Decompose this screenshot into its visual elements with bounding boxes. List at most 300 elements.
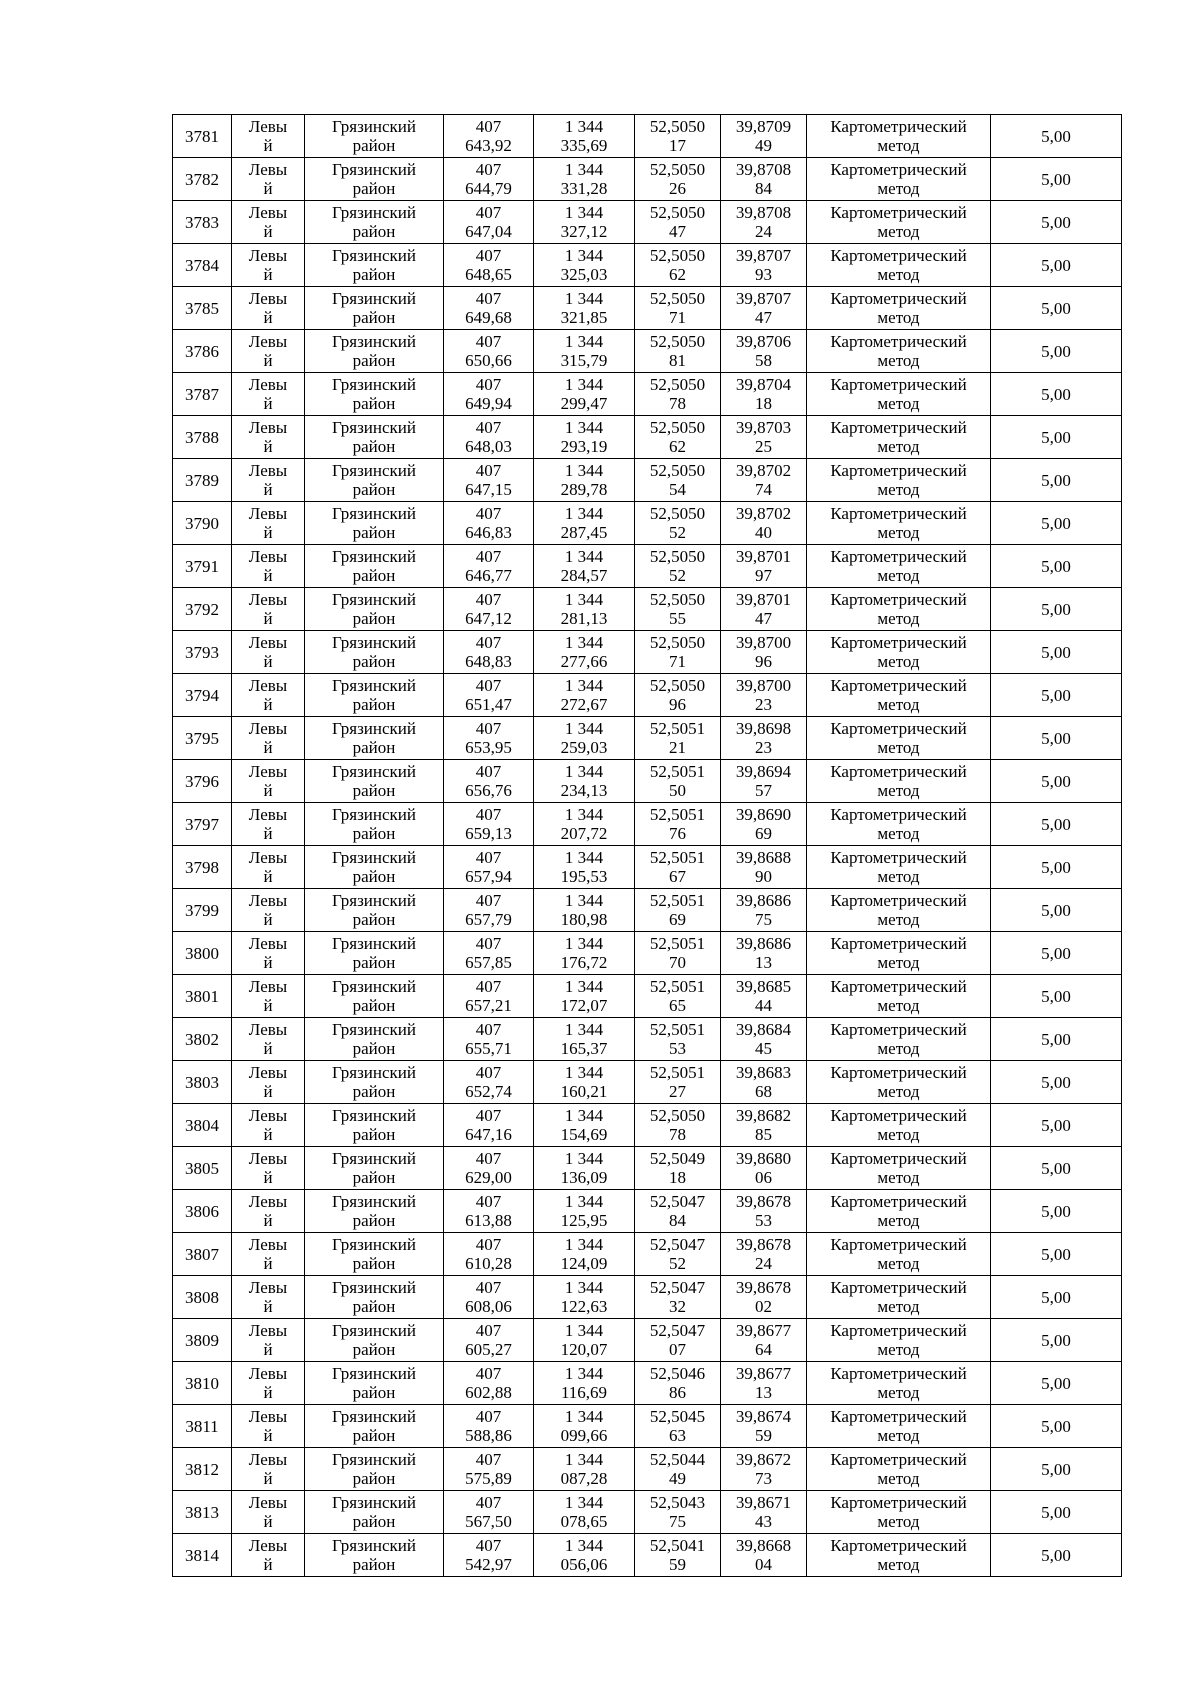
latitude-cell-line: 21 [669,738,686,757]
latitude-cell-line: 52,5050 [649,203,706,222]
longitude-cell-line: 39,8672 [735,1450,792,1469]
y-coordinate-cell-line: 293,19 [560,437,608,456]
latitude-cell-line: 52,5050 [649,375,706,394]
method-cell-line: метод [877,1254,920,1273]
latitude-cell [635,244,721,287]
method-cell [807,158,991,201]
district-cell [305,1405,444,1448]
latitude-cell-line: 59 [669,1555,686,1574]
x-coordinate-cell-line: 407 [475,1020,502,1039]
method-cell [807,932,991,975]
y-coordinate-cell [534,1491,635,1534]
district-cell-line: Грязинский [332,461,416,480]
district-cell-line: Грязинский [332,1493,416,1512]
x-coordinate-cell [444,1448,534,1491]
longitude-cell-line: 39,8700 [735,676,792,695]
latitude-cell [635,1362,721,1405]
district-cell-line: Грязинский [332,246,416,265]
table-row [173,201,1122,244]
y-coordinate-cell-line: 207,72 [560,824,608,843]
latitude-cell [635,287,721,330]
y-coordinate-cell [534,373,635,416]
longitude-cell-line: 25 [755,437,772,456]
bank-side-cell [232,1405,305,1448]
bank-side-cell-line: Левы [248,633,288,652]
latitude-cell-line: 54 [669,480,686,499]
district-cell [305,1147,444,1190]
x-coordinate-cell-line: 657,21 [465,996,512,1015]
x-coordinate-cell-line: 651,47 [465,695,512,714]
latitude-cell [635,158,721,201]
point-number-cell: 3813 [173,1491,232,1534]
latitude-cell-line: 52,5050 [649,246,706,265]
longitude-cell-line: 39,8686 [735,891,792,910]
y-coordinate-cell [534,502,635,545]
latitude-cell-line: 18 [669,1168,686,1187]
y-coordinate-cell-line: 176,72 [560,953,608,972]
longitude-cell [721,459,807,502]
point-number-cell: 3801 [173,975,232,1018]
method-cell-line: метод [877,1297,920,1316]
district-cell-line: район [352,1211,396,1230]
bank-side-cell-line: Левы [248,117,288,136]
method-cell-line: Картометрический [830,332,967,351]
x-coordinate-cell [444,330,534,373]
point-number-cell: 3807 [173,1233,232,1276]
method-cell-line: Картометрический [830,1536,967,1555]
accuracy-cell: 5,00 [991,1233,1122,1276]
method-cell [807,330,991,373]
table-row [173,1491,1122,1534]
bank-side-cell-line: Левы [248,719,288,738]
bank-side-cell [232,1276,305,1319]
point-number-cell: 3782 [173,158,232,201]
latitude-cell-line: 52,5050 [649,590,706,609]
accuracy-cell: 5,00 [991,115,1122,158]
longitude-cell [721,158,807,201]
x-coordinate-cell-line: 407 [475,1364,502,1383]
latitude-cell [635,1018,721,1061]
bank-side-cell-line: Левы [248,1493,288,1512]
table-row [173,1534,1122,1577]
x-coordinate-cell-line: 657,79 [465,910,512,929]
longitude-cell [721,502,807,545]
y-coordinate-cell-line: 1 344 [564,1364,604,1383]
accuracy-cell: 5,00 [991,717,1122,760]
table-row [173,416,1122,459]
x-coordinate-cell-line: 656,76 [465,781,512,800]
y-coordinate-cell-line: 1 344 [564,1020,604,1039]
bank-side-cell [232,932,305,975]
method-cell-line: Картометрический [830,289,967,308]
y-coordinate-cell [534,201,635,244]
table-row [173,1190,1122,1233]
table-row [173,1276,1122,1319]
y-coordinate-cell-line: 277,66 [560,652,608,671]
latitude-cell-line: 78 [669,1125,686,1144]
x-coordinate-cell [444,1276,534,1319]
district-cell [305,631,444,674]
y-coordinate-cell-line: 116,69 [560,1383,608,1402]
x-coordinate-cell [444,1405,534,1448]
table-row [173,846,1122,889]
district-cell [305,889,444,932]
district-cell-line: Грязинский [332,805,416,824]
district-cell [305,717,444,760]
method-cell-line: метод [877,523,920,542]
district-cell-line: Грязинский [332,1235,416,1254]
x-coordinate-cell-line: 647,04 [465,222,512,241]
longitude-cell [721,1276,807,1319]
x-coordinate-cell [444,287,534,330]
longitude-cell-line: 39,8704 [735,375,792,394]
method-cell [807,631,991,674]
latitude-cell-line: 52,5047 [649,1321,706,1340]
point-number-cell: 3812 [173,1448,232,1491]
y-coordinate-cell [534,158,635,201]
method-cell-line: Картометрический [830,547,967,566]
y-coordinate-cell-line: 087,28 [560,1469,608,1488]
x-coordinate-cell-line: 407 [475,1450,502,1469]
district-cell-line: район [352,695,396,714]
x-coordinate-cell-line: 407 [475,891,502,910]
method-cell-line: метод [877,437,920,456]
longitude-cell-line: 96 [755,652,772,671]
x-coordinate-cell-line: 608,06 [465,1297,512,1316]
y-coordinate-cell-line: 160,21 [560,1082,608,1101]
longitude-cell [721,1319,807,1362]
accuracy-cell: 5,00 [991,416,1122,459]
x-coordinate-cell-line: 407 [475,676,502,695]
latitude-cell-line: 52,5050 [649,633,706,652]
method-cell-line: Картометрический [830,246,967,265]
bank-side-cell [232,1491,305,1534]
latitude-cell-line: 86 [669,1383,686,1402]
district-cell [305,244,444,287]
point-number-cell: 3783 [173,201,232,244]
district-cell-line: Грязинский [332,719,416,738]
district-cell-line: район [352,867,396,886]
method-cell-line: Картометрический [830,1063,967,1082]
point-number-cell: 3808 [173,1276,232,1319]
bank-side-cell-line: Левы [248,1407,288,1426]
x-coordinate-cell-line: 407 [475,805,502,824]
table-row [173,760,1122,803]
method-cell [807,1147,991,1190]
point-number-cell: 3798 [173,846,232,889]
district-cell-line: Грязинский [332,1063,416,1082]
y-coordinate-cell [534,1147,635,1190]
latitude-cell-line: 62 [669,437,686,456]
district-cell-line: район [352,1254,396,1273]
district-cell [305,803,444,846]
x-coordinate-cell-line: 407 [475,160,502,179]
accuracy-cell: 5,00 [991,760,1122,803]
x-coordinate-cell-line: 657,85 [465,953,512,972]
x-coordinate-cell-line: 407 [475,332,502,351]
y-coordinate-cell-line: 1 344 [564,1235,604,1254]
y-coordinate-cell [534,330,635,373]
x-coordinate-cell [444,975,534,1018]
bank-side-cell-line: й [263,1469,273,1488]
longitude-cell-line: 39,8680 [735,1149,792,1168]
method-cell-line: Картометрический [830,719,967,738]
method-cell-line: метод [877,695,920,714]
accuracy-cell: 5,00 [991,1491,1122,1534]
district-cell-line: район [352,781,396,800]
longitude-cell [721,201,807,244]
point-number-cell: 3810 [173,1362,232,1405]
point-number-cell: 3805 [173,1147,232,1190]
longitude-cell-line: 85 [755,1125,772,1144]
table-row [173,330,1122,373]
district-cell-line: район [352,1168,396,1187]
latitude-cell-line: 52,5051 [649,977,706,996]
longitude-cell-line: 39,8688 [735,848,792,867]
accuracy-cell: 5,00 [991,1362,1122,1405]
method-cell [807,717,991,760]
x-coordinate-cell-line: 652,74 [465,1082,512,1101]
table-row [173,1147,1122,1190]
district-cell-line: Грязинский [332,1106,416,1125]
bank-side-cell-line: й [263,1555,273,1574]
method-cell [807,803,991,846]
method-cell-line: Картометрический [830,1106,967,1125]
district-cell-line: район [352,394,396,413]
x-coordinate-cell-line: 605,27 [465,1340,512,1359]
bank-side-cell-line: й [263,1211,273,1230]
method-cell [807,287,991,330]
latitude-cell-line: 52,5046 [649,1364,706,1383]
district-cell-line: Грязинский [332,1536,416,1555]
y-coordinate-cell-line: 1 344 [564,1278,604,1297]
longitude-cell-line: 69 [755,824,772,843]
accuracy-cell: 5,00 [991,975,1122,1018]
y-coordinate-cell-line: 1 344 [564,1536,604,1555]
y-coordinate-cell-line: 1 344 [564,246,604,265]
district-cell-line: район [352,1082,396,1101]
x-coordinate-cell-line: 407 [475,1192,502,1211]
latitude-cell [635,1276,721,1319]
district-cell-line: район [352,609,396,628]
latitude-cell-line: 07 [669,1340,686,1359]
longitude-cell-line: 18 [755,394,772,413]
method-cell-line: метод [877,480,920,499]
longitude-cell-line: 39,8707 [735,289,792,308]
x-coordinate-cell-line: 657,94 [465,867,512,886]
method-cell-line: метод [877,1469,920,1488]
latitude-cell-line: 27 [669,1082,686,1101]
point-number-cell: 3790 [173,502,232,545]
district-cell-line: район [352,652,396,671]
point-number-cell: 3786 [173,330,232,373]
longitude-cell [721,717,807,760]
method-cell-line: метод [877,1426,920,1445]
method-cell-line: Картометрический [830,590,967,609]
longitude-cell-line: 74 [755,480,772,499]
latitude-cell [635,760,721,803]
longitude-cell [721,115,807,158]
latitude-cell [635,1448,721,1491]
latitude-cell-line: 52 [669,523,686,542]
y-coordinate-cell-line: 154,69 [560,1125,608,1144]
accuracy-cell: 5,00 [991,545,1122,588]
bank-side-cell-line: Левы [248,848,288,867]
longitude-cell-line: 39,8684 [735,1020,792,1039]
district-cell-line: Грязинский [332,633,416,652]
x-coordinate-cell [444,459,534,502]
method-cell-line: метод [877,953,920,972]
bank-side-cell-line: Левы [248,762,288,781]
y-coordinate-cell [534,932,635,975]
method-cell-line: метод [877,1512,920,1531]
table-row [173,1233,1122,1276]
y-coordinate-cell-line: 315,79 [560,351,608,370]
latitude-cell [635,631,721,674]
method-cell-line: Картометрический [830,934,967,953]
method-cell-line: Картометрический [830,1450,967,1469]
district-cell [305,115,444,158]
latitude-cell-line: 52,5047 [649,1278,706,1297]
district-cell-line: район [352,566,396,585]
district-cell [305,545,444,588]
district-cell-line: Грязинский [332,676,416,695]
y-coordinate-cell-line: 124,09 [560,1254,608,1273]
bank-side-cell [232,889,305,932]
x-coordinate-cell-line: 407 [475,633,502,652]
table-row [173,889,1122,932]
bank-side-cell [232,373,305,416]
latitude-cell-line: 52,5050 [649,1106,706,1125]
accuracy-cell: 5,00 [991,1534,1122,1577]
latitude-cell [635,201,721,244]
district-cell-line: Грязинский [332,1364,416,1383]
bank-side-cell-line: й [263,136,273,155]
method-cell-line: Картометрический [830,203,967,222]
point-number-cell: 3789 [173,459,232,502]
x-coordinate-cell-line: 407 [475,719,502,738]
y-coordinate-cell-line: 1 344 [564,762,604,781]
y-coordinate-cell-line: 195,53 [560,867,608,886]
y-coordinate-cell [534,115,635,158]
x-coordinate-cell-line: 407 [475,375,502,394]
latitude-cell-line: 52,5049 [649,1149,706,1168]
method-cell [807,244,991,287]
method-cell [807,1534,991,1577]
bank-side-cell-line: Левы [248,1192,288,1211]
district-cell-line: Грязинский [332,160,416,179]
district-cell-line: район [352,1426,396,1445]
district-cell [305,416,444,459]
accuracy-cell: 5,00 [991,803,1122,846]
longitude-cell-line: 39,8698 [735,719,792,738]
table-row [173,1061,1122,1104]
method-cell-line: Картометрический [830,891,967,910]
y-coordinate-cell [534,1448,635,1491]
method-cell [807,1405,991,1448]
y-coordinate-cell [534,1018,635,1061]
district-cell-line: Грязинский [332,332,416,351]
longitude-cell-line: 23 [755,695,772,714]
latitude-cell-line: 53 [669,1039,686,1058]
y-coordinate-cell [534,760,635,803]
x-coordinate-cell-line: 650,66 [465,351,512,370]
longitude-cell-line: 06 [755,1168,772,1187]
district-cell-line: район [352,351,396,370]
method-cell-line: метод [877,1082,920,1101]
x-coordinate-cell [444,1018,534,1061]
longitude-cell-line: 39,8683 [735,1063,792,1082]
longitude-cell [721,975,807,1018]
x-coordinate-cell-line: 644,79 [465,179,512,198]
bank-side-cell-line: й [263,695,273,714]
x-coordinate-cell [444,932,534,975]
district-cell-line: Грязинский [332,375,416,394]
method-cell [807,1448,991,1491]
longitude-cell [721,760,807,803]
y-coordinate-cell-line: 325,03 [560,265,608,284]
method-cell-line: Картометрический [830,1278,967,1297]
bank-side-cell-line: Левы [248,160,288,179]
y-coordinate-cell [534,287,635,330]
method-cell-line: метод [877,781,920,800]
x-coordinate-cell-line: 646,83 [465,523,512,542]
bank-side-cell-line: й [263,1340,273,1359]
longitude-cell-line: 40 [755,523,772,542]
method-cell-line: Картометрический [830,1407,967,1426]
latitude-cell [635,1405,721,1448]
latitude-cell-line: 62 [669,265,686,284]
latitude-cell-line: 52,5051 [649,1063,706,1082]
method-cell-line: метод [877,867,920,886]
x-coordinate-cell-line: 659,13 [465,824,512,843]
point-number-cell: 3814 [173,1534,232,1577]
y-coordinate-cell-line: 1 344 [564,1192,604,1211]
district-cell-line: Грязинский [332,934,416,953]
longitude-cell [721,674,807,717]
bank-side-cell-line: й [263,480,273,499]
point-number-cell: 3804 [173,1104,232,1147]
y-coordinate-cell-line: 1 344 [564,1450,604,1469]
longitude-cell-line: 39,8702 [735,461,792,480]
district-cell-line: Грязинский [332,977,416,996]
longitude-cell-line: 39,8701 [735,590,792,609]
y-coordinate-cell-line: 1 344 [564,805,604,824]
latitude-cell-line: 55 [669,609,686,628]
longitude-cell-line: 39,8685 [735,977,792,996]
x-coordinate-cell-line: 648,65 [465,265,512,284]
bank-side-cell-line: й [263,222,273,241]
method-cell [807,1319,991,1362]
method-cell [807,459,991,502]
x-coordinate-cell-line: 648,83 [465,652,512,671]
point-number-cell: 3800 [173,932,232,975]
y-coordinate-cell [534,1534,635,1577]
district-cell [305,932,444,975]
longitude-cell-line: 44 [755,996,772,1015]
method-cell [807,846,991,889]
bank-side-cell-line: Левы [248,1321,288,1340]
longitude-cell [721,1147,807,1190]
bank-side-cell-line: й [263,1254,273,1273]
method-cell-line: метод [877,566,920,585]
longitude-cell [721,932,807,975]
district-cell [305,1061,444,1104]
method-cell [807,416,991,459]
accuracy-cell: 5,00 [991,674,1122,717]
longitude-cell-line: 93 [755,265,772,284]
y-coordinate-cell-line: 287,45 [560,523,608,542]
